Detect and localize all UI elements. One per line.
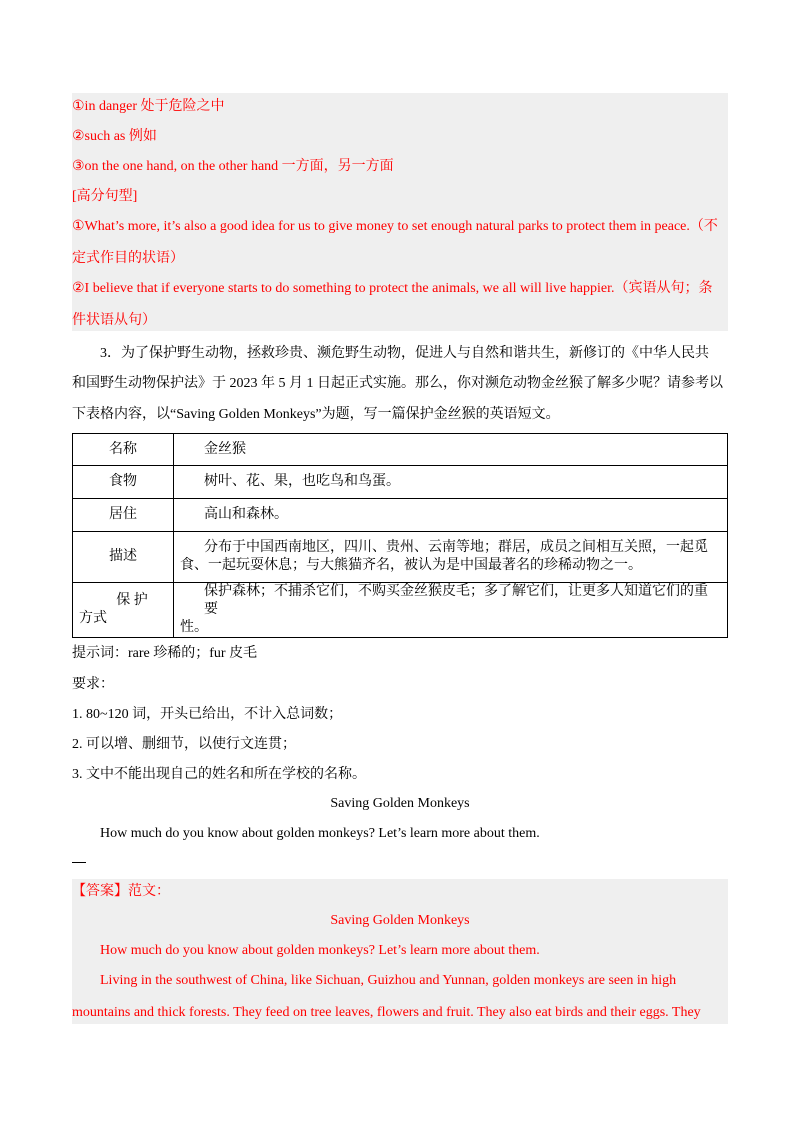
blank-line <box>72 862 86 863</box>
table-row <box>73 466 728 499</box>
table-value: 高山和森林。 <box>174 499 728 532</box>
sentence-1-line1: ①What’s more, it’s also a good idea for us to give money to set enough natural parks to protect them in peace.（不 <box>72 219 718 234</box>
requirement-item: 3. 文中不能出现自己的姓名和所在学校的名称。 <box>72 767 366 782</box>
table-row <box>73 499 728 532</box>
table-row <box>73 532 728 583</box>
task-line2: 和国野生动物保护法》于 2023 年 5 月 1 日起正式实施。那么，你对濒危动物金丝猴了解多少呢？请参考以 <box>72 376 723 391</box>
essay-title: Saving Golden Monkeys <box>330 796 470 811</box>
phrase-item: ②such as 例如 <box>72 129 157 144</box>
info-table <box>72 433 728 638</box>
table-value: 金丝猴 <box>174 434 728 466</box>
requirement-item: 1. 80~120 词，开头已给出，不计入总词数； <box>72 707 343 722</box>
table-value: 保护森林；不捕杀它们，不购买金丝猴皮毛；多了解它们，让更多人知道它们的重要 性。 <box>174 583 728 638</box>
sentence-2-line1: ②I believe that if everyone starts to do something to protect the animals, we all will live happier.（宾语从句；条 <box>72 281 713 296</box>
table-key: 保 护 方式 <box>73 583 174 638</box>
answer-paragraph-1: How much do you know about golden monkeys? Let’s learn more about them. <box>100 943 540 958</box>
phrase-item: ③on the one hand, on the other hand 一方面，另一方面 <box>72 159 394 174</box>
table-key: 食物 <box>73 466 174 499</box>
requirements-title: 要求： <box>72 677 114 692</box>
high-score-title: [高分句型] <box>72 189 138 204</box>
table-key: 居住 <box>73 499 174 532</box>
task-line1: 3．为了保护野生动物，拯救珍贵、濒危野生动物，促进人与自然和谐共生，新修订的《中华人民共 <box>100 346 709 361</box>
answer-title: Saving Golden Monkeys <box>330 913 470 928</box>
table-value: 树叶、花、果，也吃鸟和鸟蛋。 <box>174 466 728 499</box>
table-row <box>73 583 728 638</box>
requirement-item: 2. 可以增、删细节，以使行文连贯； <box>72 737 296 752</box>
essay-opening: How much do you know about golden monkeys? Let’s learn more about them. <box>100 826 540 841</box>
table-key: 名称 <box>73 434 174 466</box>
answer-paragraph-2-line2: mountains and thick forests. They feed on tree leaves, flowers and fruit. They also eat birds and their eggs. They <box>72 1005 701 1020</box>
table-key: 描述 <box>73 532 174 583</box>
phrase-item: ①in danger 处于危险之中 <box>72 99 225 114</box>
sentence-2-line2: 件状语从句） <box>72 313 156 328</box>
sentence-1-line2: 定式作目的状语） <box>72 251 184 266</box>
hint-text: 提示词：rare 珍稀的；fur 皮毛 <box>72 646 258 661</box>
answer-paragraph-2-line1: Living in the southwest of China, like Sichuan, Guizhou and Yunnan, golden monkeys are seen in high <box>100 973 677 988</box>
table-value: 分布于中国西南地区，四川、贵州、云南等地；群居，成员之间相互关照，一起觅 食、一起玩耍休息；与大熊猫齐名，被认为是中国最著名的珍稀动物之一。 <box>174 532 728 583</box>
table-row <box>73 434 728 466</box>
answer-label: 【答案】范文： <box>72 884 170 899</box>
task-line3: 下表格内容，以“Saving Golden Monkeys”为题，写一篇保护金丝猴的英语短文。 <box>72 407 560 422</box>
